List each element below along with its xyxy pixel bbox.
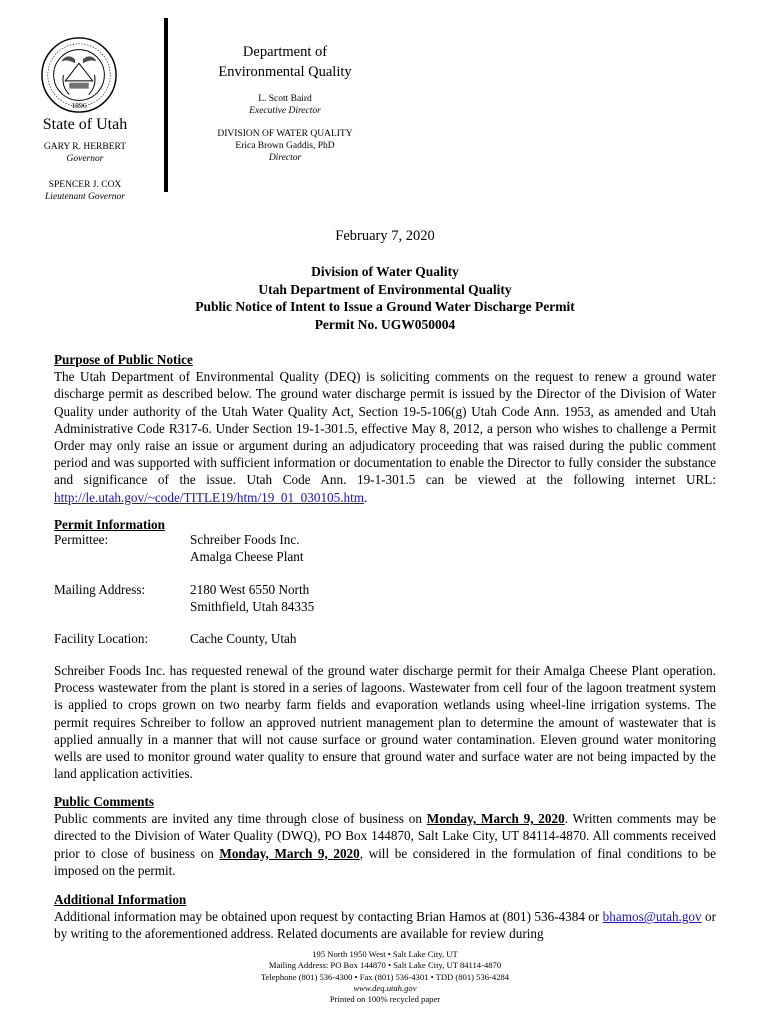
division-name: DIVISION OF WATER QUALITY [217,129,353,139]
footer-mailing: Mailing Address: PO Box 144870 • Salt Lake City, UT 84114-4870 [268,960,502,971]
purpose-title: Purpose of Public Notice [54,352,193,367]
lt-governor-title: Lieutenant Governor [45,192,125,202]
contact-email-link[interactable]: bhamos@utah.gov [602,909,702,925]
exec-title: Executive Director [249,106,321,116]
comments-title: Public Comments [54,794,155,809]
footer-recycled: Printed on 100% recycled paper [329,994,441,1005]
comments-text: , will be considered in the formulation of final conditions to be imposed on the permit. [54,845,717,878]
mailing-value [190,581,314,615]
seal-year: 1896 [71,101,87,111]
purpose-text: The Utah Department of Environmental Quality (DEQ) is soliciting comments on the request to renew a ground water discharge permit as described below. The ground water discharge permit is issued by the Director of the Division of Water Quality under authority of the Utah Water Quality Act, Section 19-5-106(g) Utah Code Ann. 1953, as amended and Utah Administrative Code R317-6. Under Section 19-1-301.5, effective May 8, 2012, a person who wishes to challenge a Permit Order may only raise an issue or argument during an adjudicatory proceeding that was raised during the public comment period and was supported with sufficient information or documentation to enable the Director to fully consider the substance and significance of the issue. Utah Code Ann. 19-1-301.5 can be viewed at the following internet URL: [54,369,716,488]
governor-name: GARY R. HERBERT [43,142,127,152]
purpose-section [54,351,716,506]
letterhead-footer [0,949,770,1005]
state-name: State of Utah [42,116,128,133]
comments-body [54,810,716,879]
permit-info-title-wrap [54,516,716,533]
state-seal-logo [40,36,118,114]
additional-text: or by writing to the aforementioned address. Related documents are available for review during [54,909,716,942]
additional-section [54,891,716,943]
department-line1: Department of [242,44,328,60]
letterhead-divider [164,18,168,192]
director-name: Erica Brown Gaddis, PhD [235,141,335,151]
exec-name: L. Scott Baird [258,94,312,104]
heading-line: Permit No. UGW050004 [314,316,456,332]
letter-date: February 7, 2020 [335,228,435,244]
facility-value: Cache County, Utah [190,631,297,646]
footer-website: www.deq.utah.gov [353,982,417,993]
governor-block [20,141,150,165]
permit-description: Schreiber Foods Inc. has requested renewal of the ground water discharge permit for their Amalga Cheese Plant operation. Process wastewater from the plant is stored in a series of lagoons. Wastewater from cell four of the lagoon treatment system is applied to crops grown on two nearby farm fields and evaporation wetlands using wheel-line irrigation systems. The permit requires Schreiber to follow an approved nutrient management plan to determine the amount of wastewater that is applied annually in a manner that will not cause surface or ground water contamination. Eleven ground water monitoring wells are used to monitor ground water quality to ensure that ground water and surface water are not being impacted by the land application activities. [54,663,716,782]
lt-governor-name: SPENCER J. COX [48,180,122,190]
governor-title: Governor [66,154,104,164]
purpose-body [54,368,716,506]
comment-deadline: Monday, March 9, 2020 [219,845,360,861]
comments-text: . Written comments may be directed to the Division of Water Quality (DWQ), PO Box 144870, Salt Lake City, UT 84114-4870. All comments received prior to close of business on [54,811,716,861]
director-title: Director [268,153,302,163]
notice-headings [0,263,770,333]
mailing-line: Smithfield, Utah 84335 [190,599,315,615]
heading-line: Utah Department of Environmental Quality [258,281,512,297]
purpose-end: . [364,489,368,505]
heading-line: Public Notice of Intent to Issue a Ground Water Discharge Permit [195,299,575,314]
mailing-line: 2180 West 6550 North [190,582,310,597]
footer-address: 195 North 1950 West • Salt Lake City, UT [312,949,458,959]
permittee-value [190,531,304,565]
additional-title: Additional Information [54,892,187,907]
department-name [170,42,400,82]
heading-line: Division of Water Quality [311,264,459,279]
statute-link[interactable]: http://le.utah.gov/~code/TITLE19/htm/19_01_030105.htm [54,489,365,505]
additional-text: Additional information may be obtained upon request by contacting Brian Hamos at (801) 536-4384 or [54,909,603,925]
department-line2: Environmental Quality [218,64,352,80]
lt-governor-block [20,179,150,203]
division-block [170,128,400,164]
mailing-label: Mailing Address: [54,582,146,597]
comments-section [54,793,716,879]
permittee-line: Schreiber Foods Inc. [190,532,300,547]
executive-director-block [170,93,400,117]
footer-phone: Telephone (801) 536-4300 • Fax (801) 536-4301 • TDD (801) 536-4284 [260,971,510,982]
additional-body [54,908,716,942]
permittee-line: Amalga Cheese Plant [190,549,304,565]
comment-deadline: Monday, March 9, 2020 [426,811,565,827]
permit-info-title: Permit Information [54,517,165,532]
comments-text: Public comments are invited any time through close of business on [54,811,427,827]
permittee-label: Permittee: [54,532,109,547]
facility-label: Facility Location: [54,631,149,646]
